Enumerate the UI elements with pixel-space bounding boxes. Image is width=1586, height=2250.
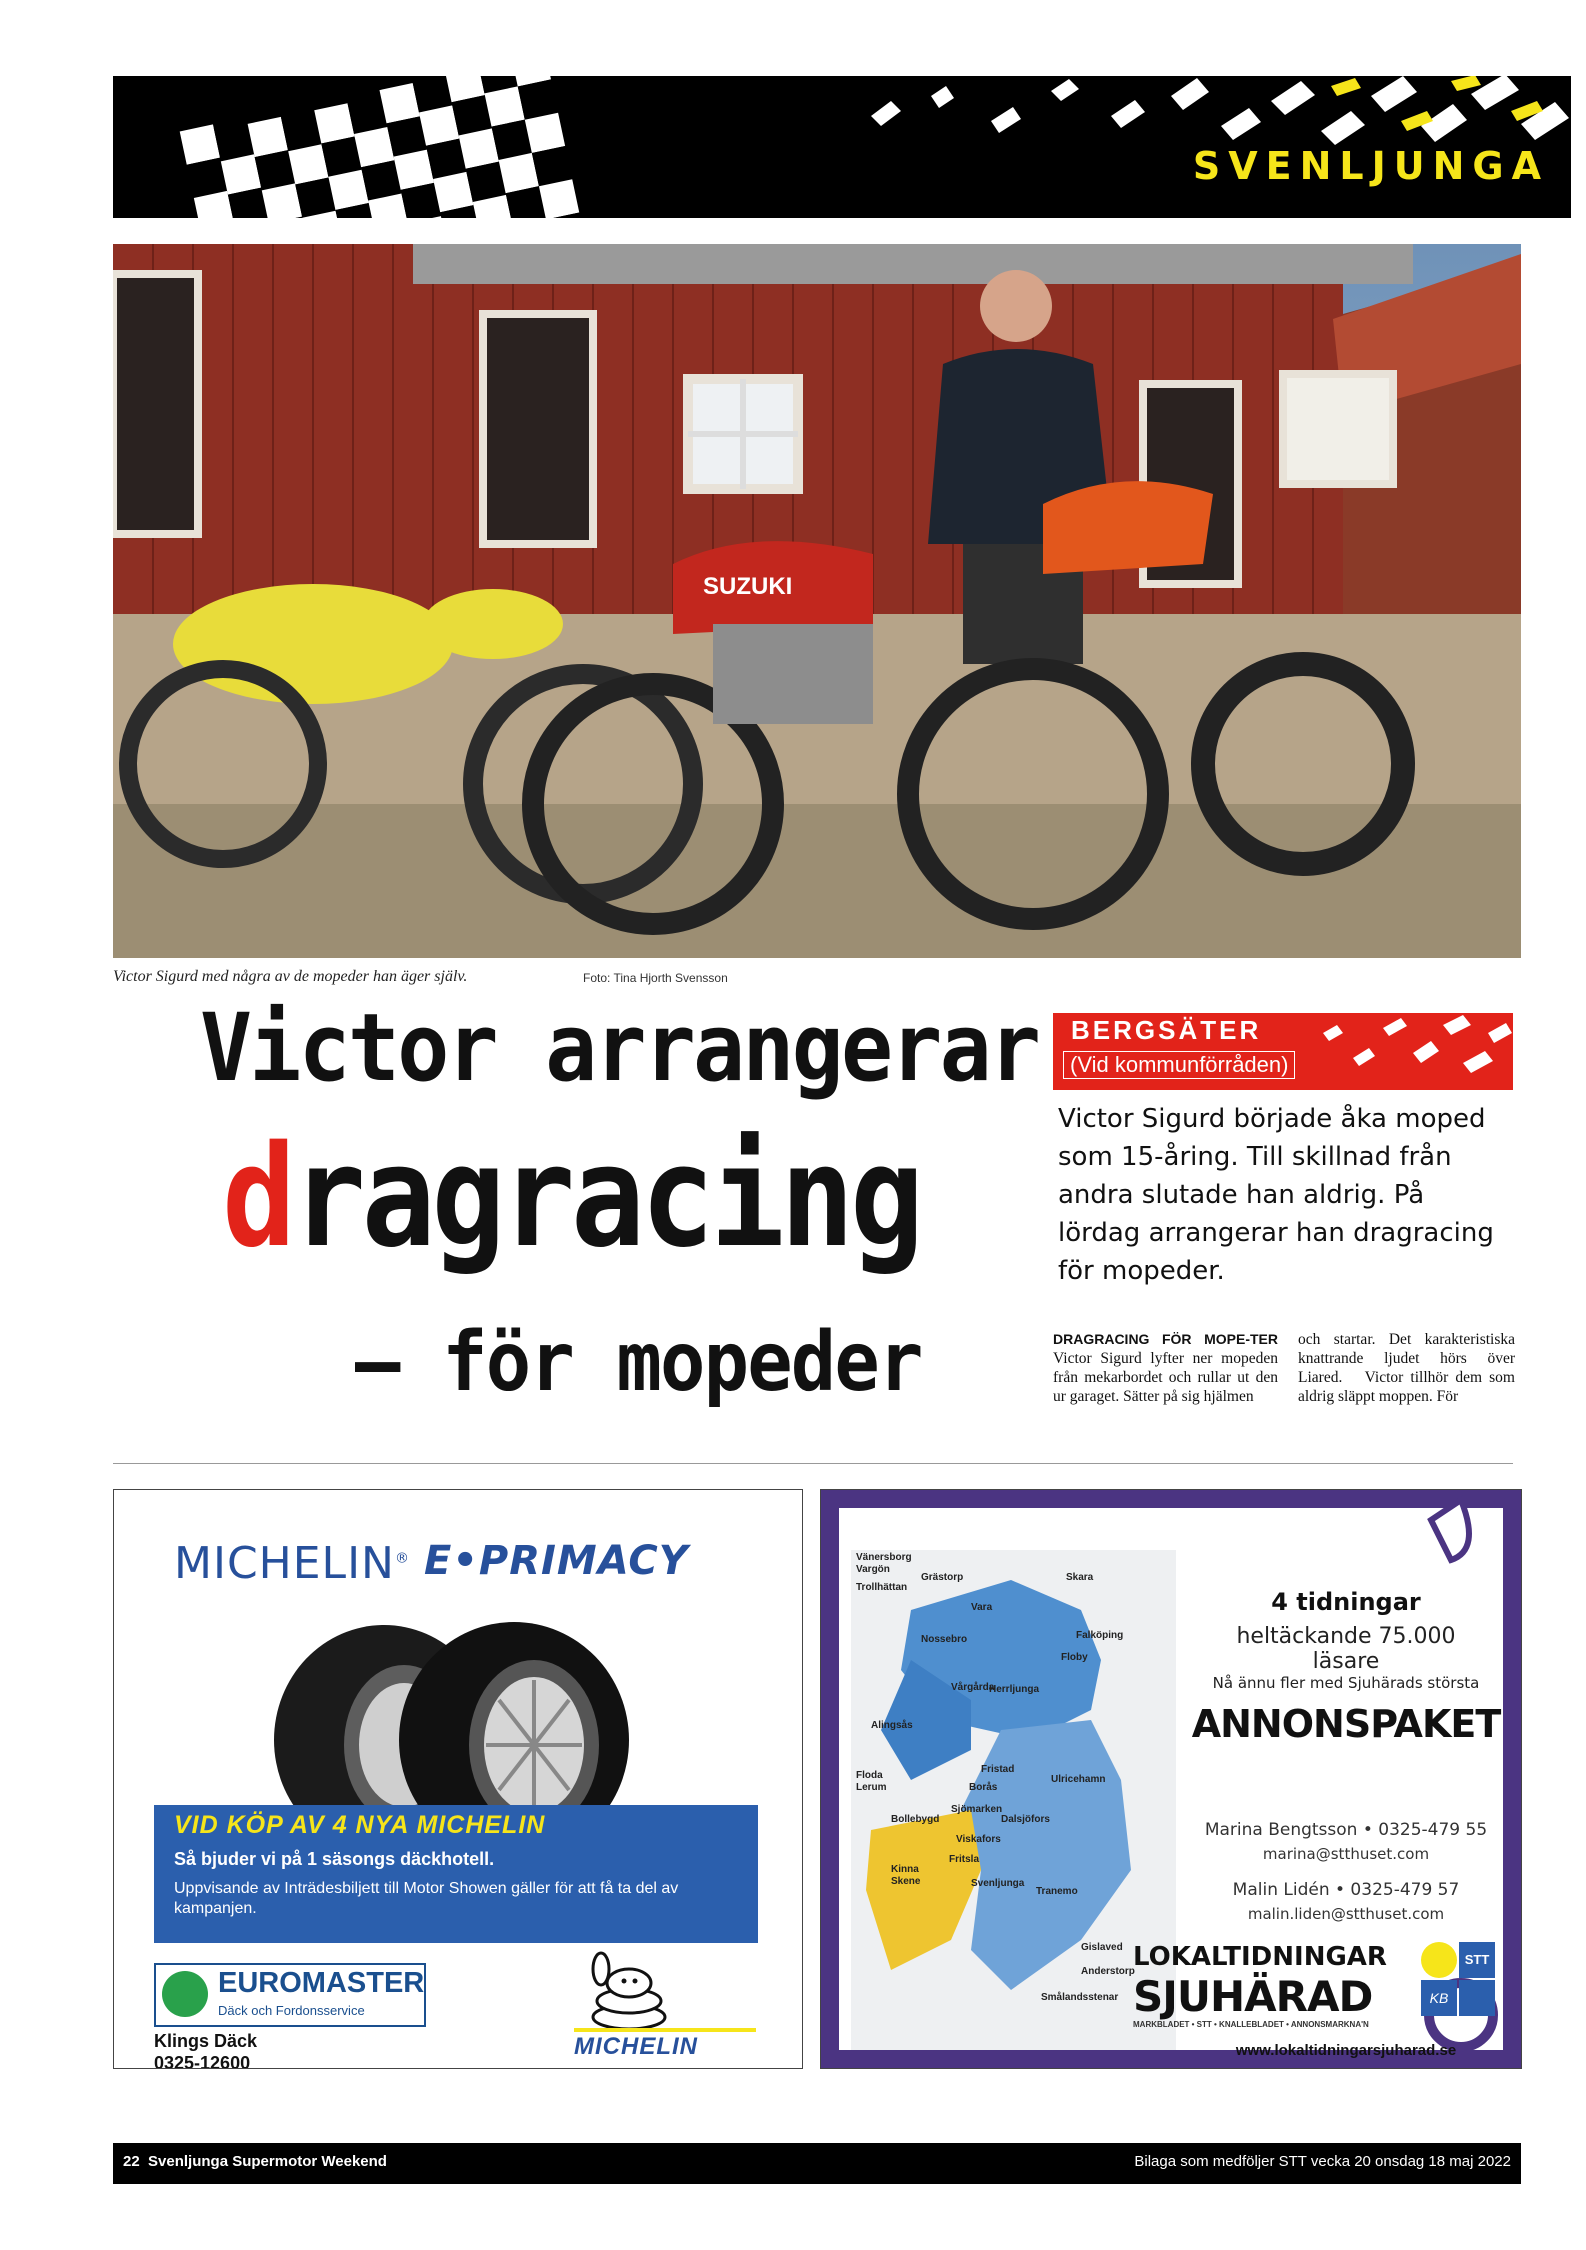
contact2-name: Malin Lidén • 0325-479 57 (1232, 1880, 1460, 1900)
map-label: Viskafors (956, 1834, 1001, 1845)
location-tag (1053, 1013, 1513, 1090)
ad-package: ANNONSPAKET (1191, 1702, 1501, 1746)
flag-square (214, 121, 254, 161)
contact2-email[interactable]: malin.liden@stthuset.com (1247, 1905, 1445, 1923)
article-ingress: Victor Sigurd började åka moped som 15-åring. Till skillnad från andra slutade han aldrig. På lördag arrangerar han dragracing för mopeder. (1058, 1104, 1494, 1286)
body-lead: DRAGRACING FÖR MOPE-TER (1053, 1331, 1278, 1347)
flag-square (532, 146, 572, 186)
map-label: Vara (971, 1602, 993, 1613)
divider (113, 1463, 1513, 1464)
photo-credit: Foto: Tina Hjorth Svensson (583, 971, 728, 985)
photo-caption: Victor Sigurd med några av de mopeder han äger själv. (113, 968, 468, 985)
map-label: Gislaved (1081, 1942, 1123, 1953)
body-column-1 (1053, 1330, 1278, 1406)
page-footer (113, 2143, 1521, 2184)
moped-photo-illustration (113, 244, 1521, 958)
flag-square (379, 83, 419, 123)
michelin-logo: MICHELIN® (174, 1538, 410, 1589)
flag-square (387, 116, 427, 156)
flag-square (288, 144, 328, 184)
euromaster-logo (154, 1963, 426, 2027)
map-label: Lerum (856, 1782, 887, 1793)
map-label: Floby (1061, 1652, 1088, 1663)
lokaltidningar-ad[interactable] (820, 1489, 1522, 2069)
flag-square (525, 113, 565, 153)
footer-left (123, 2153, 387, 2170)
page-number: 22 (123, 2153, 140, 2170)
map-label: Skara (1066, 1572, 1094, 1583)
product-name: E•PRIMACY (424, 1538, 689, 1584)
flag-square (394, 150, 434, 190)
map-label: Sjömarken (951, 1804, 1003, 1815)
map-label: Fristad (981, 1764, 1015, 1775)
offer-subtitle: Så bjuder vi på 1 säsongs däckhotell. (174, 1849, 495, 1869)
flag-square (248, 117, 288, 157)
map-label: Smålandsstenar (1041, 1992, 1119, 2003)
flag-square (452, 95, 492, 135)
headline-line1: Victor arrangerar (200, 994, 1039, 1103)
flag-square (321, 136, 361, 176)
flag-square (347, 94, 387, 134)
flag-square (281, 111, 321, 151)
headline-red-letter: d (222, 1116, 292, 1279)
ad-title: 4 tidningar (1271, 1588, 1421, 1616)
michelin-brand: MICHELIN (174, 1538, 395, 1589)
section-name: SVENLJUNGA (1192, 144, 1549, 188)
flag-square (328, 170, 368, 210)
contact1-name: Marina Bengtsson • 0325-479 55 (1204, 1820, 1488, 1840)
contact1-email[interactable]: marina@stthuset.com (1262, 1845, 1430, 1863)
map-label: Vargön (856, 1564, 890, 1575)
euromaster-subtitle: Däck och Fordonsservice (218, 2003, 365, 2018)
brand-line2: SJUHÄRAD (1133, 1972, 1373, 2021)
map-label: Herrljunga (989, 1684, 1040, 1695)
location-sub: (Vid kommunförråden) (1063, 1051, 1295, 1079)
publication-name: Svenljunga Supermotor Weekend (148, 2153, 387, 2170)
map-label: Vänersborg (856, 1552, 912, 1563)
flag-square (419, 105, 459, 145)
map-label: Anderstorp (1081, 1966, 1135, 1977)
dealer-phone: 0325-12600 (154, 2053, 251, 2069)
flag-square (518, 79, 558, 119)
brand-papers: MARKBLADET • STT • KNALLEBLADET • ANNONSMARKNA'N (1133, 2020, 1369, 2029)
offer-title: VID KÖP AV 4 NYA MICHELIN (174, 1811, 546, 1839)
dealer-name: Klings Däck (154, 2031, 258, 2051)
michelin-wordmark: MICHELIN (574, 2033, 698, 2060)
flag-square (433, 172, 473, 212)
map-label: Fritsla (949, 1854, 980, 1865)
body-col1-text: Victor Sigurd lyfter ner mopeden från mekarbordet och rullar ut den ur garaget. Sätter på sig hjälmen (1053, 1350, 1278, 1405)
headline-line3: – för mopeder (355, 1315, 922, 1410)
map-label: Grästorp (921, 1572, 964, 1583)
flag-square (354, 127, 394, 167)
map-label: Floda (856, 1770, 883, 1781)
section-header (113, 76, 1571, 218)
headline-line2-rest: ragracing (291, 1116, 920, 1279)
flag-square (314, 103, 354, 143)
article-photo (113, 244, 1521, 958)
map-label: Trollhättan (856, 1582, 908, 1593)
offer-box (154, 1805, 758, 1943)
flag-square (492, 120, 532, 160)
flag-square (484, 86, 524, 126)
dealer-info (154, 2030, 257, 2069)
map-label: Dalsjöfors (1001, 1814, 1050, 1825)
tank-brand-text: SUZUKI (703, 573, 793, 600)
kb-logo: KB (1421, 1980, 1457, 2016)
map-label: Kinna (891, 1864, 919, 1875)
flag-square (466, 162, 506, 202)
map-label: Ulricehamn (1051, 1774, 1106, 1785)
map-label: Bollebygd (891, 1814, 940, 1825)
ad-more: Nå ännu fler med Sjuhärads största (1212, 1674, 1480, 1692)
map-label: Falköping (1076, 1630, 1124, 1641)
flag-square (361, 160, 401, 200)
michelin-stripe (574, 2028, 756, 2032)
newspaper-logo-icon (1421, 1942, 1457, 1978)
ad-website[interactable]: www.lokaltidningarsjuharad.se (1235, 2042, 1457, 2059)
michelin-ad[interactable] (113, 1489, 803, 2069)
michelin-man-icon (569, 1945, 689, 2030)
map-label: Nossebro (921, 1634, 968, 1645)
map-label: Vårgårda (951, 1682, 995, 1693)
flag-square (295, 177, 335, 217)
checkered-flag-icon (173, 76, 613, 218)
euromaster-name: EUROMASTER (218, 1967, 425, 1999)
flag-square (221, 154, 261, 194)
map-label: Tranemo (1036, 1886, 1078, 1897)
flag-square (459, 128, 499, 168)
flag-square (499, 153, 539, 193)
ad-reach: heltäckande 75.000 läsare (1236, 1624, 1456, 1674)
flag-square (426, 139, 466, 179)
flag-square (187, 158, 227, 198)
map-label: Svenljunga (971, 1878, 1025, 1889)
stt-logo: STT (1459, 1942, 1495, 1978)
map-label: Alingsås (871, 1720, 913, 1731)
flag-square (255, 150, 295, 190)
flag-square (539, 179, 579, 218)
tire-track-decoration (1303, 1013, 1513, 1090)
flag-square (180, 124, 220, 164)
headline-line2 (222, 1116, 920, 1279)
annonsmarknan-logo-icon (1459, 1980, 1495, 2016)
body-column-2: och startar. Det karakteristiska knattrande ljudet hörs över Liared. Victor tillhör dem som aldrig släppt moppen. För (1298, 1331, 1515, 1405)
map-label: Borås (969, 1782, 998, 1793)
location-name: BERGSÄTER (1071, 1015, 1262, 1045)
brand-line1: LOKALTIDNINGAR (1133, 1942, 1387, 1972)
map-label: Skene (891, 1876, 921, 1887)
coverage-map (851, 1550, 1176, 2050)
euromaster-emblem-icon (162, 1971, 208, 2017)
supplement-info: Bilaga som medföljer STT vecka 20 onsdag 18 maj 2022 (1134, 2153, 1511, 2170)
offer-text: Uppvisande av Inträdesbiljett till Motor Showen gäller för att få ta del av kampanjen. (174, 1880, 679, 1917)
